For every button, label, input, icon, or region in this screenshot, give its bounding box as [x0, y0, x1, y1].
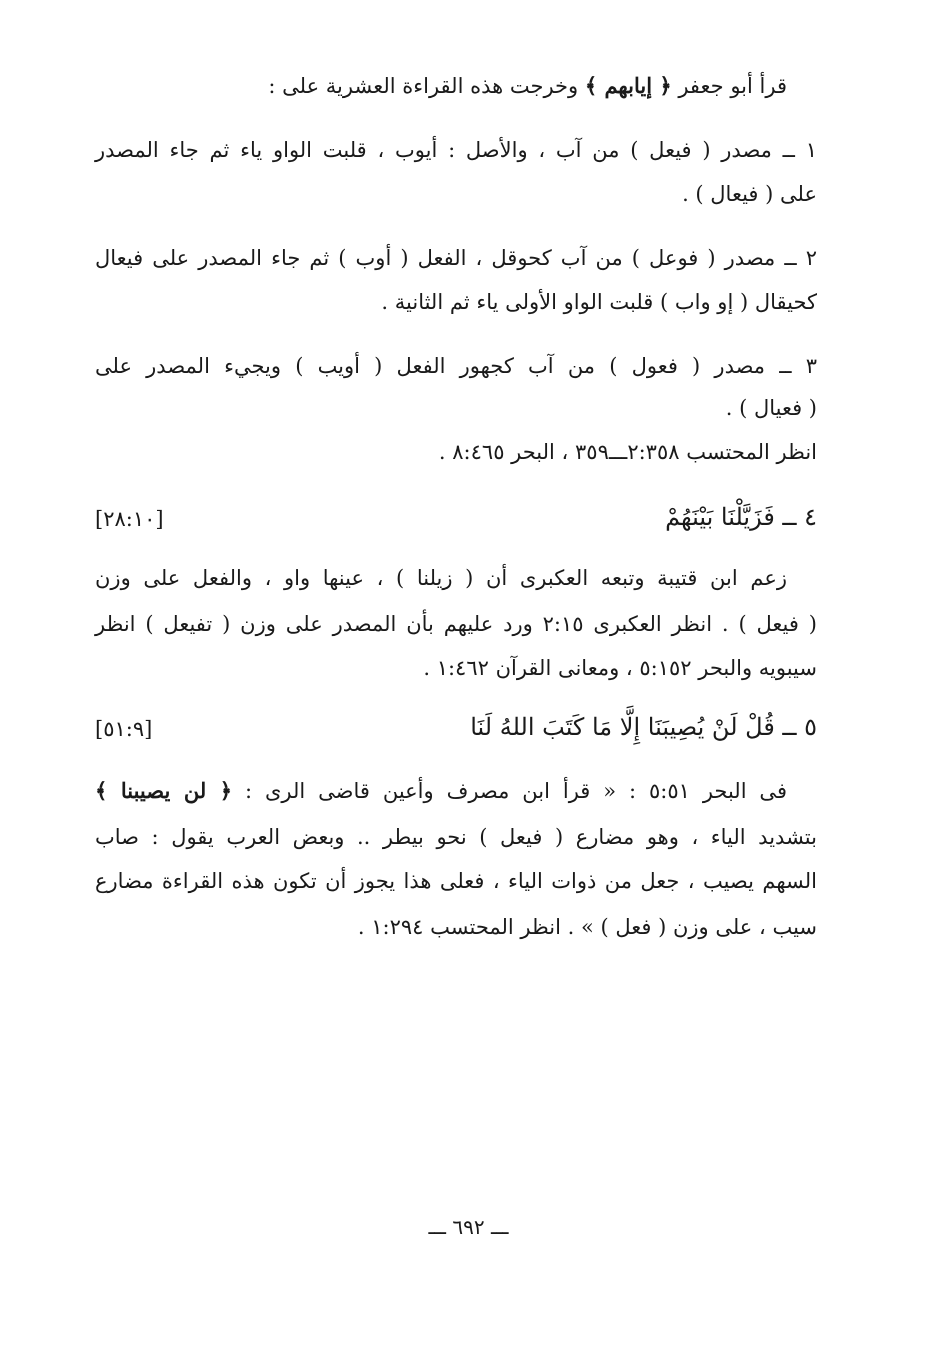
para5-line1-prefix: فى البحر ٥:٥١ : « قرأ ابن مصرف وأعين قاضى الرى : [232, 779, 787, 803]
verse-4-reference: [٢٨:١٠] [95, 507, 164, 531]
item-3-line-2: ( فعيال ) . [725, 396, 817, 420]
para5-line-1 [95, 769, 787, 813]
item-1-line-1: ١ ــ مصدر ( فيعل ) من آب ، والأصل : أيوب ، قلبت الواو ياء ثم جاء المصدر [95, 138, 817, 162]
para5-quote: ﴿ لن يصيبنا ﴾ [95, 778, 233, 803]
intro-line [268, 64, 787, 108]
para4-line-1: زعم ابن قتيبة وتبعه العكبرى أن ( زيلنا ) ، عينها واو ، والفعل على وزن [95, 566, 787, 590]
para5-line-4: سيب ، على وزن ( فعل ) » . انظر المحتسب ١:٢٩٤ . [357, 915, 817, 939]
verse-5: ٥ ــ قُلْ لَنْ يُصِيبَنَا إِلَّا مَا كَتَبَ اللهُ لَنَا [470, 713, 817, 741]
item-2-line-2: كحيقال ( إو واب ) قلبت الواو الأولى ياء ثم الثانية . [381, 290, 817, 314]
para5-line-2: بتشديد الياء ، وهو مضارع ( فيعل ) نحو بيطر .. وبعض العرب يقول : صاب [95, 825, 817, 849]
verse-4: ٤ ــ فَزَيَّلْنَا بَيْنَهُمْ [665, 503, 817, 531]
page-number: ـــ ٦٩٢ ـــ [428, 1215, 509, 1239]
para4-line-3: سيبويه والبحر ٥:١٥٢ ، ومعانى القرآن ١:٤٦٢ . [423, 656, 817, 680]
see-also-1: انظر المحتسب ٢:٣٥٨ـــ٣٥٩ ، البحر ٨:٤٦٥ . [438, 440, 817, 464]
item-3-line-1: ٣ ــ مصدر ( فعول ) من آب كجهور الفعل ( أويب ) ويجيء المصدر على [95, 354, 817, 378]
intro-suffix: وخرجت هذه القراءة العشرية على : [268, 74, 585, 98]
para4-line-2: ( فيعل ) . انظر العكبرى ٢:١٥ ورد عليهم بأن المصدر على وزن ( تفيعل ) انظر [95, 612, 817, 636]
item-1-line-2: على ( فيعال ) . [682, 182, 817, 206]
intro-prefix: قرأ أبو جعفر [671, 74, 787, 98]
item-2-line-1: ٢ ــ مصدر ( فوعل ) من آب كحوقل ، الفعل ( أوب ) ثم جاء المصدر على فيعال [95, 246, 817, 270]
para5-line-3: السهم يصيب ، جعل من ذوات الياء ، فعلى هذا يجوز أن تكون هذه القراءة مضارع [95, 869, 817, 893]
intro-quote: ﴿ إيابهم ﴾ [584, 73, 672, 98]
verse-5-reference: [٥١:٩] [95, 717, 153, 741]
